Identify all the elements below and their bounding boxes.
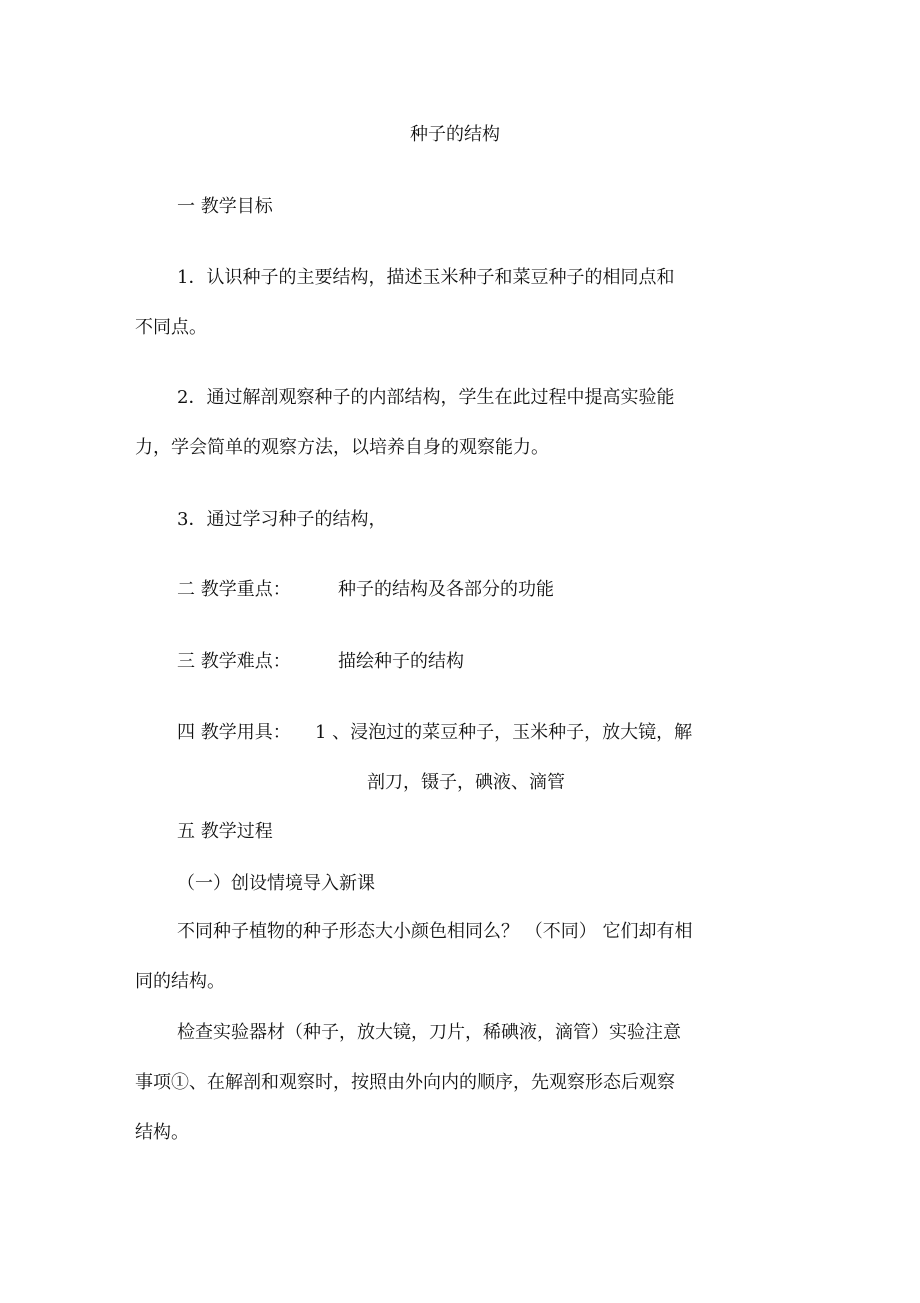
- page-title: 种子的结构: [410, 124, 500, 145]
- tools-value-cont: 剖刀，镊子，碘液、滴管: [367, 772, 565, 793]
- objective-1: 1．认识种子的主要结构，描述玉米种子和菜豆种子的相同点和: [177, 267, 675, 288]
- section-heading-process: 五 教学过程: [177, 821, 273, 842]
- subsection-heading: （一）创设情境导入新课: [177, 873, 375, 894]
- objective-2: 2．通过解剖观察种子的内部结构，学生在此过程中提高实验能: [177, 387, 675, 408]
- paragraph-1: 不同种子植物的种子形态大小颜色相同么？ （不同） 它们却有相: [177, 921, 693, 942]
- objective-3: 3．通过学习种子的结构，: [177, 509, 387, 530]
- paragraph-1-cont: 同的结构。: [135, 971, 225, 992]
- tools-value: 1 、浸泡过的菜豆种子，玉米种子，放大镜，解: [315, 722, 693, 743]
- key-points-value: 种子的结构及各部分的功能: [338, 579, 554, 600]
- difficulties-label: 三 教学难点：: [177, 651, 291, 672]
- section-heading-objectives: 一 教学目标: [177, 196, 273, 217]
- difficulties-value: 描绘种子的结构: [338, 651, 464, 672]
- key-points-label: 二 教学重点：: [177, 579, 291, 600]
- tools-label: 四 教学用具：: [177, 722, 291, 743]
- paragraph-2-cont: 事项①、在解剖和观察时，按照由外向内的顺序，先观察形态后观察: [135, 1072, 675, 1093]
- paragraph-2: 检查实验器材（种子，放大镜，刀片，稀碘液，滴管）实验注意: [177, 1022, 681, 1043]
- objective-2-cont: 力，学会简单的观察方法，以培养自身的观察能力。: [135, 437, 549, 458]
- paragraph-2-end: 结构。: [135, 1122, 189, 1143]
- objective-1-cont: 不同点。: [135, 317, 207, 338]
